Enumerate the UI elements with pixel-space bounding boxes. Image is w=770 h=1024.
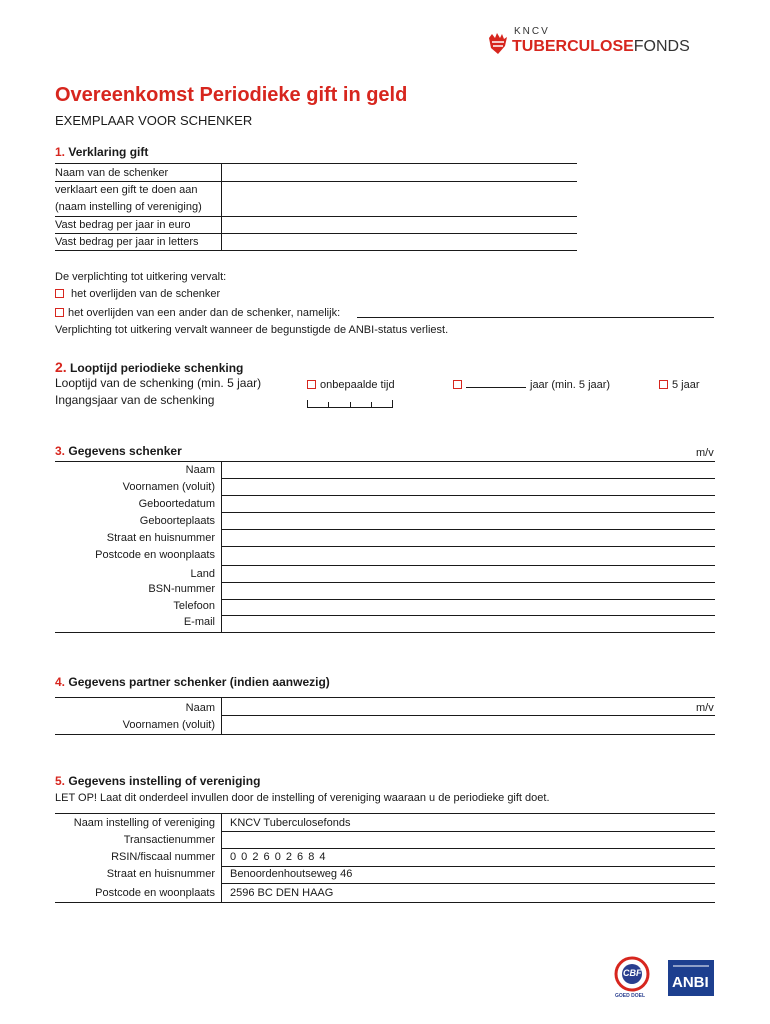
s1-label-0: Naam van de schenker — [55, 167, 169, 179]
s5-label-3: Straat en huisnummer — [106, 868, 215, 880]
s5-label-1: Transactienummer — [123, 834, 215, 846]
s3-label-6: Land — [190, 568, 215, 580]
s4-gender: m/v — [696, 702, 714, 714]
obligation-other-field[interactable] — [357, 317, 714, 318]
s3-field-street[interactable] — [222, 530, 715, 546]
anbi-logo — [668, 960, 714, 996]
logo-fonds: FONDS — [633, 38, 690, 55]
section2-heading: 2. Looptijd periodieke schenking — [55, 359, 244, 375]
s3-label-3: Geboorteplaats — [139, 515, 215, 527]
s1-label-4: Vast bedrag per jaar in letters — [55, 236, 199, 248]
s3-field-birthdate[interactable] — [222, 496, 715, 512]
s4-label-0: Naam — [185, 702, 215, 714]
anbi-text: ANBI — [672, 974, 709, 991]
obligation-option2[interactable]: het overlijden van een ander dan de schenker, namelijk: — [55, 306, 340, 320]
checkbox-icon[interactable] — [55, 289, 64, 298]
s3-gender: m/v — [696, 447, 714, 459]
s1-label-2: (naam instelling of vereniging) — [55, 201, 202, 213]
s3-label-1: Voornamen (voluit) — [122, 481, 215, 493]
section3-heading: 3. Gegevens schenker — [55, 444, 182, 458]
logo-tuberculose: TUBERCULOSE — [512, 38, 634, 55]
s1-field-amount-letters[interactable] — [222, 234, 577, 250]
s5-label-4: Postcode en woonplaats — [95, 887, 215, 899]
s3-field-email[interactable] — [222, 616, 715, 632]
s3-field-birthplace[interactable] — [222, 513, 715, 529]
s3-label-5: Postcode en woonplaats — [95, 549, 215, 561]
obligation-note: Verplichting tot uitkering vervalt wanneer de begunstigde de ANBI-status verliest. — [55, 324, 449, 336]
s3-label-2: Geboortedatum — [138, 498, 215, 510]
s2-option-years-label: jaar (min. 5 jaar) — [530, 379, 611, 391]
s2-label-duration: Looptijd van de schenking (min. 5 jaar) — [55, 376, 262, 390]
s2-years-field[interactable] — [466, 387, 526, 388]
s5-label-0: Naam instelling of vereniging — [73, 817, 215, 829]
page-subtitle: EXEMPLAAR VOOR SCHENKER — [55, 113, 253, 128]
cbf-sub: GOED DOEL — [615, 993, 646, 999]
s2-label-start: Ingangsjaar van de schenking — [55, 393, 215, 407]
s3-field-name[interactable] — [222, 462, 715, 478]
s2-option-years[interactable] — [453, 378, 466, 392]
s4-field-firstnames[interactable] — [222, 716, 715, 734]
checkbox-icon[interactable] — [55, 308, 64, 317]
checkbox-icon[interactable] — [453, 380, 462, 389]
logo-kncv: KNCV — [514, 26, 550, 37]
s5-value-4: 2596 BC DEN HAAG — [230, 887, 334, 899]
s5-value-0: KNCV Tuberculosefonds — [230, 817, 351, 829]
s3-label-0: Naam — [185, 464, 215, 476]
s2-option-five[interactable]: 5 jaar — [659, 378, 700, 392]
s4-label-1: Voornamen (voluit) — [122, 719, 215, 731]
section5-heading: 5. Gegevens instelling of vereniging — [55, 774, 261, 788]
section1-heading: 1. Verklaring gift — [55, 145, 149, 159]
s2-start-year-field[interactable] — [307, 398, 393, 408]
s1-label-3: Vast bedrag per jaar in euro — [55, 219, 191, 231]
s1-field-organisation[interactable] — [222, 182, 577, 216]
s2-option-indefinite[interactable]: onbepaalde tijd — [307, 378, 395, 392]
hand-logo-icon — [486, 30, 510, 56]
s1-field-name[interactable] — [222, 164, 577, 181]
checkbox-icon[interactable] — [659, 380, 668, 389]
s5-label-2: RSIN/fiscaal nummer — [111, 851, 215, 863]
checkbox-icon[interactable] — [307, 380, 316, 389]
s4-field-name[interactable] — [222, 698, 715, 715]
s3-field-postcode[interactable] — [222, 547, 715, 565]
s3-field-phone[interactable] — [222, 600, 715, 615]
obligation-intro: De verplichting tot uitkering vervalt: — [55, 271, 227, 283]
cbf-text: CBF — [623, 968, 642, 978]
s3-field-country[interactable] — [222, 566, 715, 582]
s5-value-2: 0 0 2 6 0 2 6 8 4 — [230, 851, 327, 863]
s5-value-3: Benoordenhoutseweg 46 — [230, 868, 353, 880]
cbf-logo — [612, 956, 656, 1002]
page-title: Overeenkomst Periodieke gift in geld — [55, 84, 408, 106]
s1-label-1: verklaart een gift te doen aan — [55, 184, 198, 196]
s3-label-8: Telefoon — [173, 600, 215, 612]
s3-field-bsn[interactable] — [222, 583, 715, 599]
logo-name — [512, 38, 690, 56]
s1-field-amount-euro[interactable] — [222, 217, 577, 233]
s3-field-firstnames[interactable] — [222, 479, 715, 495]
s5-field-transaction[interactable] — [222, 832, 715, 848]
obligation-option1[interactable]: het overlijden van de schenker — [55, 287, 220, 301]
s5-note: LET OP! Laat dit onderdeel invullen door de instelling of vereniging waaraan u de periodieke gift doet. — [55, 792, 550, 804]
s3-label-9: E-mail — [183, 616, 215, 628]
s3-label-4: Straat en huisnummer — [106, 532, 215, 544]
section4-heading: 4. Gegevens partner schenker (indien aanwezig) — [55, 675, 330, 689]
s3-label-7: BSN-nummer — [148, 583, 215, 595]
logo — [486, 26, 718, 58]
